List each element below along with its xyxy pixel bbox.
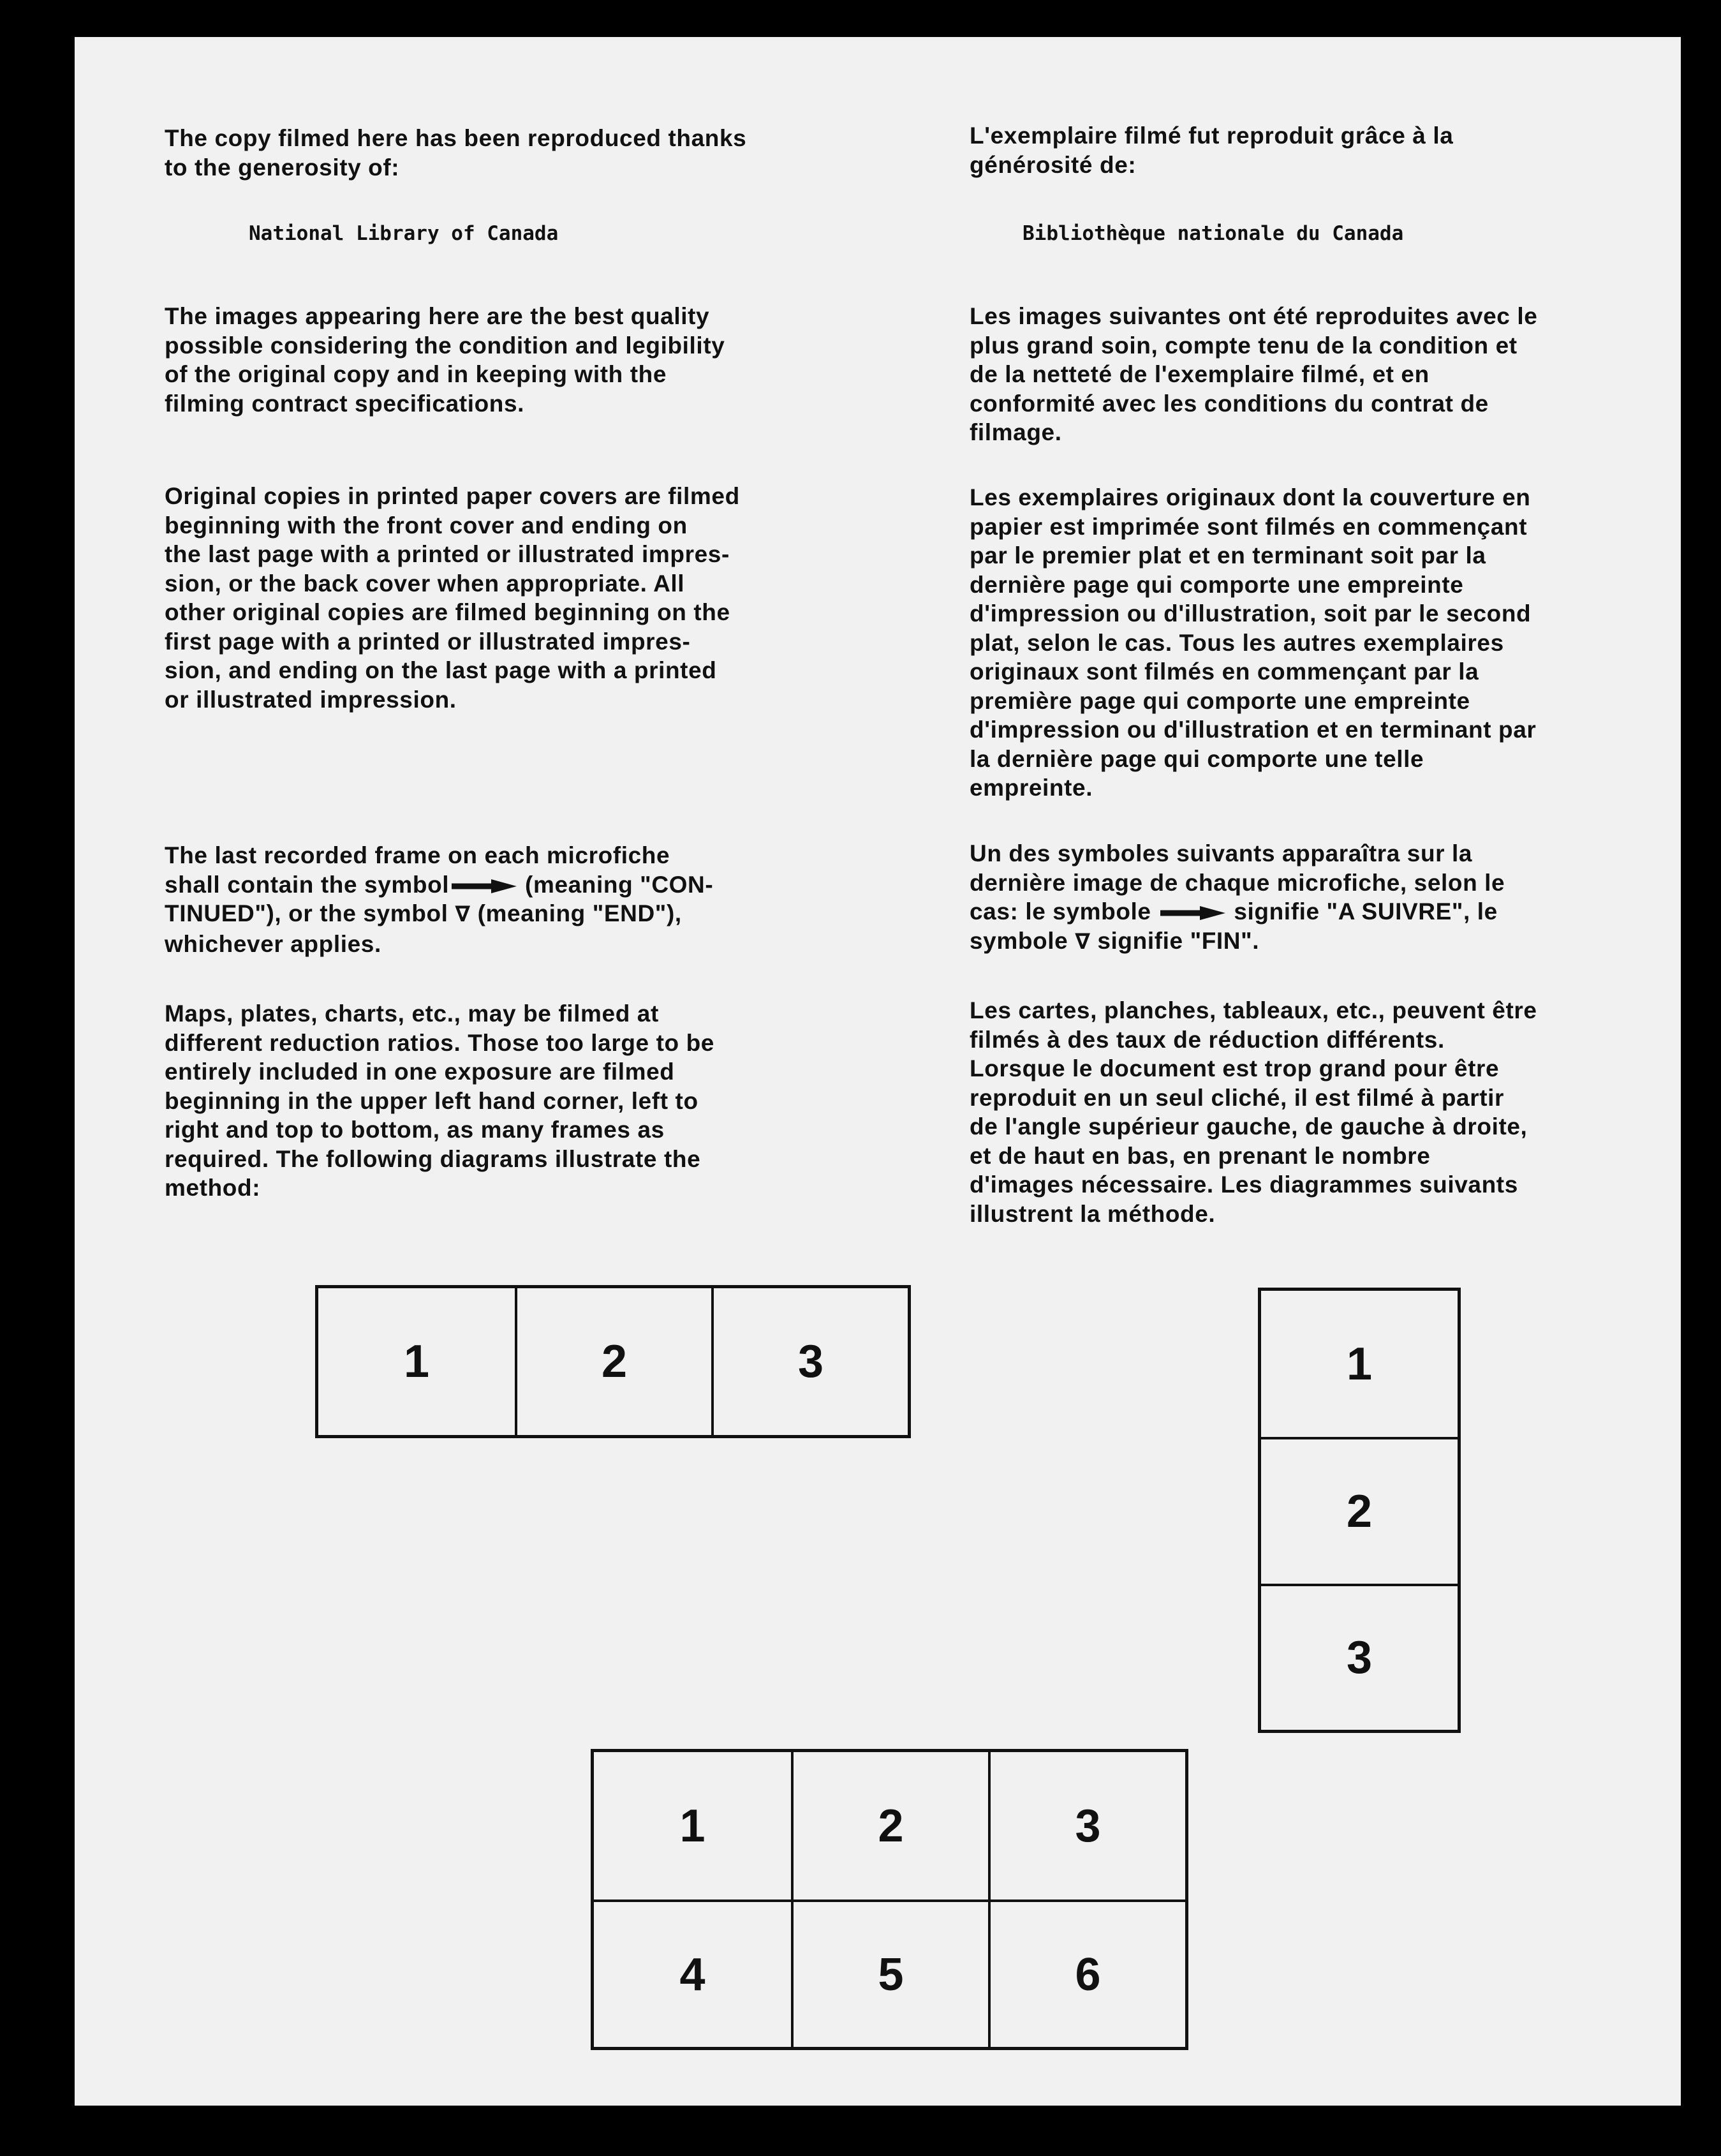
left-symbols-text-b: (meaning "CON- TINUED"), or the symbol bbox=[165, 871, 714, 926]
fin-triangle-icon: ∇ bbox=[1075, 928, 1091, 955]
right-symbols-text-c: signifie "FIN". bbox=[1090, 927, 1260, 954]
left-symbols-paragraph bbox=[165, 841, 892, 958]
left-symbols-text-c: (meaning "END"), whichever applies. bbox=[165, 900, 682, 957]
left-quality-paragraph: The images appearing here are the best quality possible considering the condition and legibility of the original copy and in keeping with the filming contract specifications. bbox=[165, 303, 725, 417]
right-symbols-text-b: signifie "A SUIVRE", le symbole bbox=[970, 898, 1498, 954]
right-library-name: Bibliothèque nationale du Canada bbox=[1023, 222, 1404, 245]
horizontal-frames-diagram bbox=[315, 1285, 911, 1438]
frame-cell: 1 bbox=[1346, 1338, 1373, 1390]
frame-cell: 2 bbox=[515, 1288, 711, 1435]
frame-cell: 3 bbox=[711, 1288, 908, 1435]
frame-cell: 3 bbox=[1261, 1584, 1458, 1730]
left-library-name: National Library of Canada bbox=[249, 222, 559, 245]
left-maps-paragraph: Maps, plates, charts, etc., may be filmed at different reduction ratios. Those too large to be entirely included in one exposure are filmed beginning in the upper left hand corner, left to right and top to bottom, as many frames as required. The following diagrams illustrate the method: bbox=[165, 1000, 714, 1201]
frame-cell: 1 bbox=[403, 1336, 430, 1387]
grid-frames-diagram bbox=[591, 1749, 1188, 2050]
right-symbols-text-a: Un des symboles suivants apparaîtra sur la dernière image de chaque microfiche, selon le cas: le symbole bbox=[970, 840, 1505, 925]
right-symbols-paragraph bbox=[970, 839, 1658, 956]
left-symbols-text-a: The last recorded frame on each microfiche shall contain the symbol bbox=[165, 842, 670, 898]
continued-arrow-icon bbox=[449, 878, 518, 895]
frame-cell: 2 bbox=[791, 1752, 988, 1900]
right-intro-paragraph: L'exemplaire filmé fut reproduit grâce à la générosité de: bbox=[970, 123, 1454, 178]
vertical-frames-diagram bbox=[1258, 1288, 1461, 1733]
right-quality-paragraph: Les images suivantes ont été reproduites avec le plus grand soin, compte tenu de la condition et de la netteté de l'exemplaire filmé, et en conformité avec les conditions du contrat de filmage. bbox=[970, 303, 1538, 445]
frame-cell: 5 bbox=[791, 1900, 988, 2047]
end-triangle-icon: ∇ bbox=[455, 902, 471, 927]
frame-cell: 3 bbox=[988, 1752, 1185, 1900]
left-intro-paragraph: The copy filmed here has been reproduced thanks to the generosity of: bbox=[165, 125, 747, 181]
right-maps-paragraph: Les cartes, planches, tableaux, etc., peuvent être filmés à des taux de réduction différents. Lorsque le document est trop grand pour être reproduit en un seul cliché, il est filmé à partir de l'angle supérieur gauche, de gauche à droite, et de haut en bas, en prenant le nombre d'images nécessaire. Les diagrammes suivants illustrent la méthode. bbox=[970, 997, 1537, 1227]
frame-cell: 6 bbox=[988, 1900, 1185, 2047]
suivre-arrow-icon bbox=[1158, 905, 1227, 921]
right-covers-paragraph: Les exemplaires originaux dont la couverture en papier est imprimée sont filmés en commençant par le premier plat et en terminant soit par la dernière page qui comporte une empreinte d'impression ou d'illustration, soit par le second plat, selon le cas. Tous les autres exemplaires originaux sont filmés en commençant par la première page qui comporte une empreinte d'impression ou d'illustration et en terminant par la dernière page qui comporte une telle empreinte. bbox=[970, 484, 1537, 801]
frame-cell: 1 bbox=[679, 1800, 705, 1852]
left-covers-paragraph: Original copies in printed paper covers are filmed beginning with the front cover and ending on the last page with a printed or illustrated impres- sion, or the back cover when appropriate. All other original copies are filmed beginning on the first page with a printed or illustrated impres- sion, and ending on the last page with a printed or illustrated impression. bbox=[165, 483, 740, 713]
frame-cell: 4 bbox=[594, 1900, 791, 2047]
frame-cell: 2 bbox=[1261, 1437, 1458, 1583]
